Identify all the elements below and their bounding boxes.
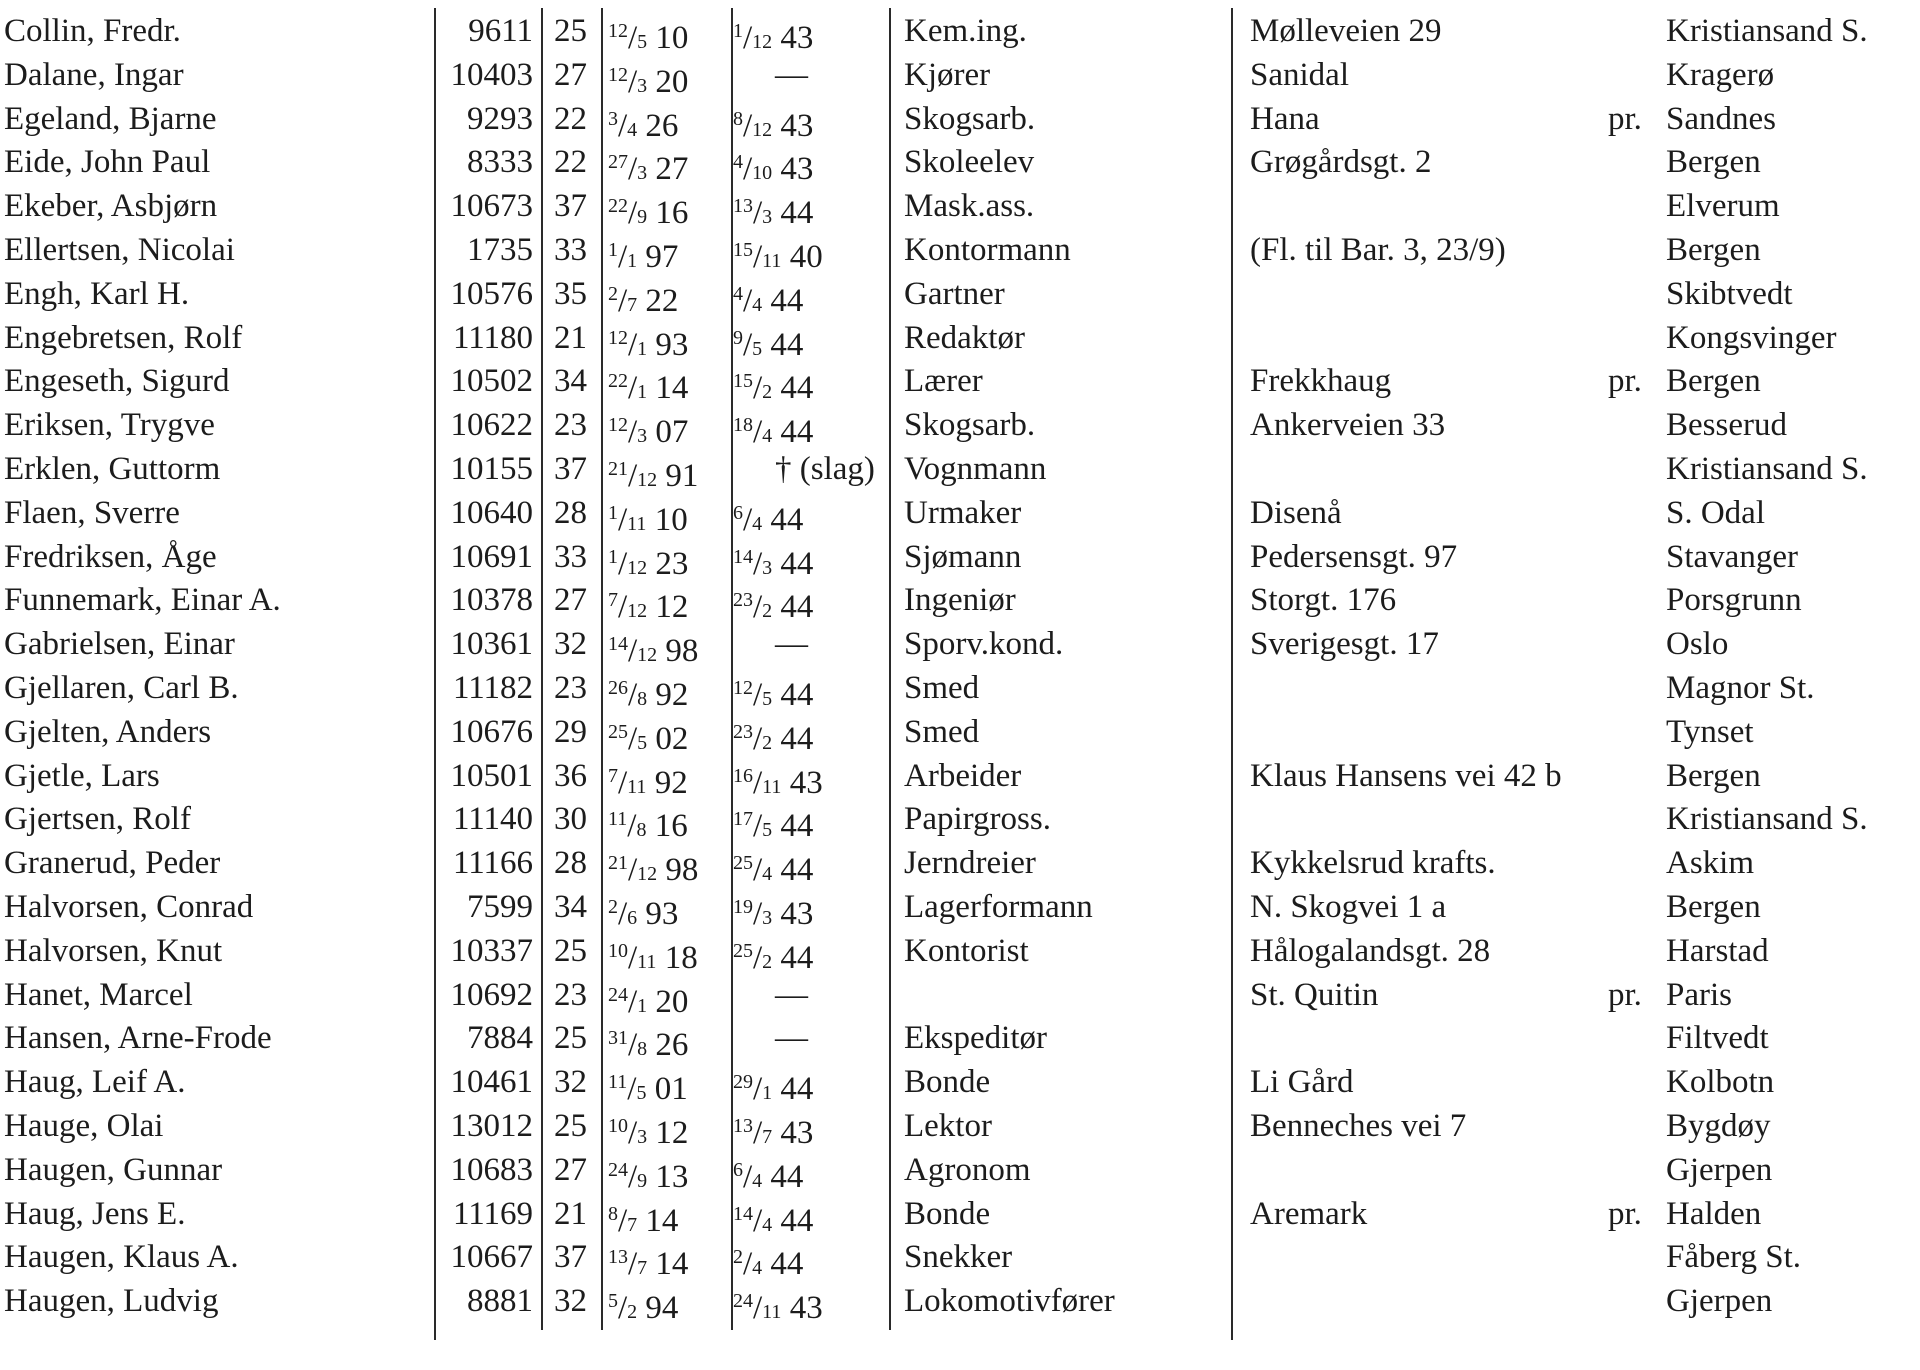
person-name: Haugen, Klaus A. — [4, 1239, 239, 1276]
register-number: 7884 — [467, 1020, 533, 1057]
occupation: Smed — [904, 713, 980, 750]
address: Aremark — [1250, 1195, 1368, 1232]
address: Sanidal — [1250, 56, 1349, 93]
person-name: Haugen, Ludvig — [4, 1283, 219, 1320]
register-row — [0, 404, 1920, 451]
person-name: Ellertsen, Nicolai — [4, 231, 235, 268]
second-date-value: $^{19}$/3 43 — [733, 895, 814, 932]
register-number: 7599 — [467, 888, 533, 925]
person-name: Eriksen, Trygve — [4, 407, 215, 444]
register-number: 8881 — [467, 1283, 533, 1320]
birth-date: $^7$/12 12 — [608, 589, 689, 626]
second-date-value: $^1$/12 43 — [733, 20, 814, 56]
register-row — [0, 886, 1920, 930]
register-row — [0, 10, 1920, 54]
second-date-note: — — [775, 56, 808, 93]
birth-date: $^1$/1 97 — [608, 238, 679, 275]
age-value: 37 — [554, 450, 587, 487]
occupation: Sjømann — [904, 538, 1022, 575]
register-number: 11182 — [452, 669, 533, 706]
second-date-value: $^{23}$/2 44 — [733, 720, 814, 757]
age-value: 22 — [554, 144, 587, 181]
register-number: 10502 — [450, 363, 533, 400]
second-date — [775, 54, 808, 98]
second-date-value: $^6$/4 44 — [733, 1158, 804, 1195]
age-value: 33 — [554, 538, 587, 575]
town: Bergen — [1666, 888, 1761, 925]
person-name: Fredriksen, Åge — [4, 538, 217, 575]
register-row — [0, 1061, 1920, 1108]
occupation: Kjører — [904, 56, 991, 93]
second-date — [775, 1017, 808, 1061]
town: Skibtvedt — [1666, 275, 1793, 312]
occupation: Lærer — [904, 363, 983, 400]
register-row — [0, 536, 1920, 580]
town: Kragerø — [1666, 56, 1775, 93]
birth-date: $^2$/7 22 — [608, 282, 679, 319]
town: Filtvedt — [1666, 1020, 1769, 1057]
address: Pedersensgt. 97 — [1250, 538, 1458, 575]
birth-date: $^{27}$/3 27 — [608, 151, 689, 188]
town: Stavanger — [1666, 538, 1798, 575]
register-row — [0, 711, 1920, 755]
birth-date: $^1$/12 23 — [608, 545, 689, 582]
register-row — [0, 54, 1920, 98]
birth-date: $^2$/6 93 — [608, 895, 679, 932]
second-date-value: $^{17}$/5 44 — [733, 808, 814, 845]
register-number: 11180 — [452, 319, 533, 356]
address: Disenå — [1250, 494, 1342, 531]
birth-date: $^5$/2 94 — [608, 1290, 679, 1327]
town: Paris — [1666, 976, 1732, 1013]
register-row — [0, 185, 1920, 232]
person-name: Halvorsen, Knut — [4, 932, 223, 969]
town: Oslo — [1666, 626, 1729, 663]
address: N. Skogvei 1 a — [1250, 888, 1447, 925]
second-date-note: — — [775, 1020, 808, 1057]
town: Gjerpen — [1666, 1283, 1773, 1320]
register-row — [0, 930, 1920, 974]
birth-date: $^{22}$/1 14 — [608, 370, 689, 407]
register-row — [0, 229, 1920, 273]
second-date-value: $^2$/4 44 — [733, 1246, 804, 1283]
occupation: Skogsarb. — [904, 407, 1036, 444]
register-row — [0, 273, 1920, 317]
person-name: Flaen, Sverre — [4, 494, 180, 531]
age-value: 21 — [554, 1195, 587, 1232]
age-value: 25 — [554, 1107, 587, 1144]
register-number: 10683 — [450, 1151, 533, 1188]
person-name: Granerud, Peder — [4, 845, 221, 882]
town: Bergen — [1666, 231, 1761, 268]
person-name: Engeseth, Sigurd — [4, 363, 230, 400]
birth-date: $^8$/7 14 — [608, 1202, 679, 1239]
town: Elverum — [1666, 188, 1780, 225]
birth-date: $^{21}$/12 98 — [608, 852, 699, 889]
register-row — [0, 1149, 1920, 1193]
town: Bergen — [1666, 144, 1761, 181]
occupation: Skogsarb. — [904, 100, 1036, 137]
second-date-value: $^8$/12 43 — [733, 107, 814, 144]
second-date-value: $^{15}$/2 44 — [733, 370, 814, 407]
pr-marker: pr. — [1608, 363, 1642, 400]
second-date-note: — — [775, 626, 808, 663]
birth-date: $^{10}$/11 18 — [608, 939, 698, 976]
birth-date: $^{12}$/5 10 — [608, 20, 689, 56]
address: Ankerveien 33 — [1250, 407, 1446, 444]
register-number: 11169 — [452, 1195, 533, 1232]
person-name: Dalane, Ingar — [4, 56, 184, 93]
second-date-value: $^{23}$/2 44 — [733, 589, 814, 626]
person-name: Halvorsen, Conrad — [4, 888, 254, 925]
register-row — [0, 1193, 1920, 1237]
birth-date: $^{12}$/3 20 — [608, 63, 689, 100]
register-row — [0, 1280, 1920, 1327]
town: Fåberg St. — [1666, 1239, 1802, 1276]
birth-date: $^{22}$/9 16 — [608, 195, 689, 232]
occupation: Skoleelev — [904, 144, 1035, 181]
occupation: Kontorist — [904, 932, 1029, 969]
occupation: Sporv.kond. — [904, 626, 1064, 663]
birth-date: $^{11}$/5 01 — [608, 1071, 688, 1108]
town: Harstad — [1666, 932, 1769, 969]
register-number: 13012 — [450, 1107, 533, 1144]
address: Frekkhaug — [1250, 363, 1392, 400]
second-date-value: $^{16}$/11 43 — [733, 764, 823, 801]
occupation: Snekker — [904, 1239, 1013, 1276]
birth-date: $^3$/4 26 — [608, 107, 679, 144]
person-name: Engebretsen, Rolf — [4, 319, 243, 356]
register-number: 10692 — [450, 976, 533, 1013]
town: Besserud — [1666, 407, 1787, 444]
town: Tynset — [1666, 713, 1754, 750]
register-row — [0, 317, 1920, 361]
register-rows — [0, 10, 1920, 1327]
age-value: 27 — [554, 1151, 587, 1188]
second-date-value: $^6$/4 44 — [733, 501, 804, 538]
occupation: Gartner — [904, 275, 1005, 312]
town: Kristiansand S. — [1666, 13, 1868, 49]
age-value: 25 — [554, 1020, 587, 1057]
person-name: Ekeber, Asbjørn — [4, 188, 218, 225]
register-number: 8333 — [467, 144, 533, 181]
birth-date: $^{12}$/3 07 — [608, 414, 689, 451]
town: Kristiansand S. — [1666, 450, 1868, 487]
age-value: 28 — [554, 494, 587, 531]
age-value: 23 — [554, 976, 587, 1013]
occupation: Redaktør — [904, 319, 1025, 356]
register-row — [0, 360, 1920, 407]
age-value: 32 — [554, 1283, 587, 1320]
address: Benneches vei 7 — [1250, 1107, 1467, 1144]
register-row — [0, 974, 1920, 1018]
address: Kykkelsrud krafts. — [1250, 845, 1496, 882]
register-number: 10155 — [450, 450, 533, 487]
town: Kolbotn — [1666, 1064, 1775, 1101]
town: Halden — [1666, 1195, 1762, 1232]
age-value: 23 — [554, 669, 587, 706]
age-value: 33 — [554, 231, 587, 268]
second-date-value: $^{25}$/4 44 — [733, 852, 814, 889]
occupation: Bonde — [904, 1195, 991, 1232]
address: Storgt. 176 — [1250, 582, 1397, 619]
occupation: Ekspeditør — [904, 1020, 1047, 1057]
address: Hålogalandsgt. 28 — [1250, 932, 1491, 969]
town: Bergen — [1666, 757, 1761, 794]
pr-marker: pr. — [1608, 976, 1642, 1013]
birth-date: $^{12}$/1 93 — [608, 326, 689, 363]
birth-date: $^{24}$/1 20 — [608, 983, 689, 1020]
register-row — [0, 1236, 1920, 1283]
town: S. Odal — [1666, 494, 1765, 531]
age-value: 35 — [554, 275, 587, 312]
person-name: Erklen, Guttorm — [4, 450, 221, 487]
address: Grøgårdsgt. 2 — [1250, 144, 1432, 181]
register-row — [0, 798, 1920, 845]
register-number: 10337 — [450, 932, 533, 969]
town: Porsgrunn — [1666, 582, 1802, 619]
register-number: 10501 — [450, 757, 533, 794]
town: Magnor St. — [1666, 669, 1815, 706]
register-row — [0, 579, 1920, 626]
person-name: Engh, Karl H. — [4, 275, 190, 312]
person-name: Gjertsen, Rolf — [4, 801, 191, 838]
birth-date: $^{26}$/8 92 — [608, 676, 689, 713]
register-number: 11140 — [452, 801, 533, 838]
town: Bergen — [1666, 363, 1761, 400]
register-number: 10667 — [450, 1239, 533, 1276]
register-number: 10676 — [450, 713, 533, 750]
age-value: 32 — [554, 1064, 587, 1101]
second-date-value: $^{13}$/3 44 — [733, 195, 814, 232]
age-value: 30 — [554, 801, 587, 838]
person-name: Hansen, Arne-Frode — [4, 1020, 272, 1057]
address: Sverigesgt. 17 — [1250, 626, 1439, 663]
occupation: Ingeniør — [904, 582, 1016, 619]
town: Bygdøy — [1666, 1107, 1771, 1144]
address: Klaus Hansens vei 42 b — [1250, 757, 1562, 794]
occupation: Lokomotivfører — [904, 1283, 1115, 1320]
age-value: 32 — [554, 626, 587, 663]
person-name: Gjellaren, Carl B. — [4, 669, 239, 706]
register-row — [0, 842, 1920, 889]
age-value: 28 — [554, 845, 587, 882]
address: (Fl. til Bar. 3, 23/9) — [1250, 231, 1506, 268]
age-value: 36 — [554, 757, 587, 794]
second-date-value: $^{13}$/7 43 — [733, 1114, 814, 1151]
birth-date: $^{21}$/12 91 — [608, 457, 699, 494]
register-row — [0, 141, 1920, 188]
occupation: Kontormann — [904, 231, 1071, 268]
second-date — [775, 623, 808, 667]
register-number: 9293 — [467, 100, 533, 137]
person-name: Haug, Leif A. — [4, 1064, 186, 1101]
person-name: Gabrielsen, Einar — [4, 626, 235, 663]
birth-date: $^{24}$/9 13 — [608, 1158, 689, 1195]
occupation: Smed — [904, 669, 980, 706]
occupation: Urmaker — [904, 494, 1022, 531]
occupation: Bonde — [904, 1064, 991, 1101]
second-date-value: $^4$/4 44 — [733, 282, 804, 319]
register-number: 10640 — [450, 494, 533, 531]
occupation: Agronom — [904, 1151, 1031, 1188]
register-number: 10378 — [450, 582, 533, 619]
register-row — [0, 448, 1920, 492]
town: Kongsvinger — [1666, 319, 1837, 356]
register-row — [0, 755, 1920, 799]
second-date — [775, 974, 808, 1018]
person-name: Haug, Jens E. — [4, 1195, 186, 1232]
register-row — [0, 667, 1920, 711]
age-value: 37 — [554, 188, 587, 225]
person-name: Funnemark, Einar A. — [4, 582, 281, 619]
second-date-value: $^4$/10 43 — [733, 151, 814, 188]
occupation: Jerndreier — [904, 845, 1036, 882]
person-name: Collin, Fredr. — [4, 13, 181, 49]
person-name: Hauge, Olai — [4, 1107, 164, 1144]
person-name: Gjetle, Lars — [4, 757, 160, 794]
age-value: 21 — [554, 319, 587, 356]
register-number: 10691 — [450, 538, 533, 575]
second-date-value: $^9$/5 44 — [733, 326, 804, 363]
occupation: Kem.ing. — [904, 13, 1027, 49]
register-number: 10403 — [450, 56, 533, 93]
occupation: Vognmann — [904, 450, 1047, 487]
birth-date: $^{31}$/8 26 — [608, 1027, 689, 1064]
register-number: 10576 — [450, 275, 533, 312]
town: Askim — [1666, 845, 1755, 882]
second-date-note: † (slag) — [775, 450, 875, 487]
register-row — [0, 623, 1920, 670]
person-name: Hanet, Marcel — [4, 976, 193, 1013]
town: Kristiansand S. — [1666, 801, 1868, 838]
town: Gjerpen — [1666, 1151, 1773, 1188]
person-name: Haugen, Gunnar — [4, 1151, 223, 1188]
address: Hana — [1250, 100, 1320, 137]
register-row — [0, 492, 1920, 536]
register-number: 1735 — [467, 231, 533, 268]
occupation: Lektor — [904, 1107, 992, 1144]
register-number: 10673 — [450, 188, 533, 225]
pr-marker: pr. — [1608, 1195, 1642, 1232]
age-value: 23 — [554, 407, 587, 444]
occupation: Lagerformann — [904, 888, 1093, 925]
birth-date: $^7$/11 92 — [608, 764, 688, 801]
register-row — [0, 1105, 1920, 1149]
address: Li Gård — [1250, 1064, 1354, 1101]
age-value: 25 — [554, 932, 587, 969]
age-value: 34 — [554, 888, 587, 925]
age-value: 27 — [554, 582, 587, 619]
birth-date: $^{10}$/3 12 — [608, 1114, 689, 1151]
second-date-value: $^{25}$/2 44 — [733, 939, 814, 976]
age-value: 22 — [554, 100, 587, 137]
birth-date: $^{14}$/12 98 — [608, 633, 699, 670]
person-name: Gjelten, Anders — [4, 713, 212, 750]
age-value: 37 — [554, 1239, 587, 1276]
second-date-value: $^{14}$/4 44 — [733, 1202, 814, 1239]
occupation: Papirgross. — [904, 801, 1051, 838]
second-date — [775, 448, 875, 492]
second-date — [733, 1280, 823, 1335]
second-date-value: $^{15}$/11 40 — [733, 238, 823, 275]
town: Sandnes — [1666, 100, 1776, 137]
register-number: 10461 — [450, 1064, 533, 1101]
birth-date: $^{11}$/8 16 — [608, 808, 688, 845]
register-row — [0, 98, 1920, 142]
occupation: Mask.ass. — [904, 188, 1035, 225]
age-value: 34 — [554, 363, 587, 400]
pr-marker: pr. — [1608, 100, 1642, 137]
second-date-value: $^{14}$/3 44 — [733, 545, 814, 582]
register-number: 9611 — [468, 13, 533, 49]
age-value: 29 — [554, 713, 587, 750]
register-row — [0, 1017, 1920, 1064]
register-number: 10361 — [450, 626, 533, 663]
second-date-note: — — [775, 976, 808, 1013]
birth-date: $^{13}$/7 14 — [608, 1246, 689, 1283]
address: St. Quitin — [1250, 976, 1379, 1013]
birth-date: $^1$/11 10 — [608, 501, 688, 538]
second-date-value: $^{29}$/1 44 — [733, 1071, 814, 1108]
age-value: 25 — [554, 13, 587, 49]
person-name: Eide, John Paul — [4, 144, 211, 181]
age-value: 27 — [554, 56, 587, 93]
register-number: 10622 — [450, 407, 533, 444]
second-date-value: $^{18}$/4 44 — [733, 414, 814, 451]
second-date-value: $^{12}$/5 44 — [733, 676, 814, 713]
register-number: 11166 — [452, 845, 533, 882]
second-date-value: $^{24}$/11 43 — [733, 1290, 823, 1327]
address: Mølleveien 29 — [1250, 13, 1442, 49]
person-name: Egeland, Bjarne — [4, 100, 217, 137]
occupation: Arbeider — [904, 757, 1022, 794]
birth-date: $^{25}$/5 02 — [608, 720, 689, 757]
